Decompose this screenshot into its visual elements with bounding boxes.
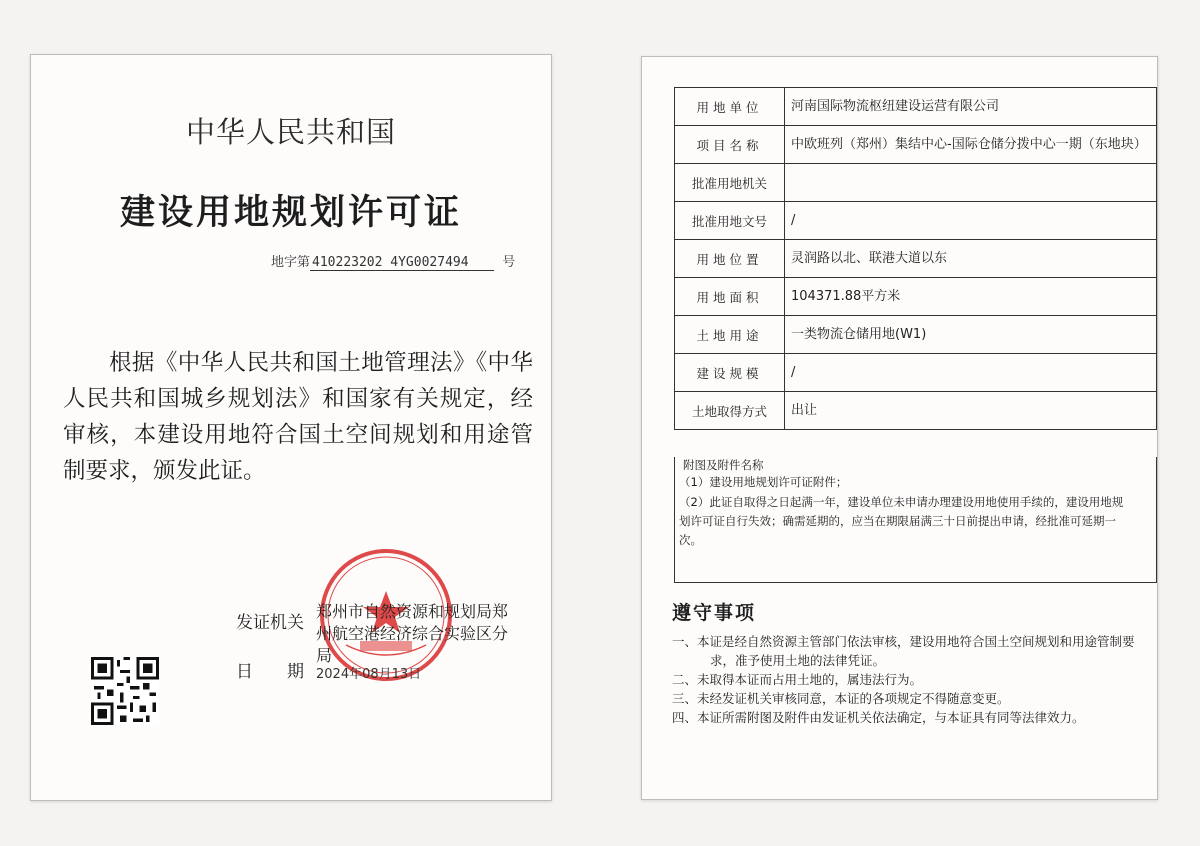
row-value — [785, 164, 1157, 202]
table-row — [675, 278, 1157, 316]
certificate-title: 建设用地规划许可证 — [119, 193, 462, 233]
issuer-name: 郑州市自然资源和规划局郑州航空港经济综合实验区分局 — [316, 602, 509, 665]
row-value: / — [785, 202, 1157, 240]
notice-item: 四、本证所需附图及附件由发证机关依法确定，与本证具有同等法律效力。 — [672, 710, 1085, 725]
certificate-front-page — [30, 54, 552, 801]
row-label: 用地位置 — [675, 240, 785, 278]
table-row — [675, 126, 1157, 164]
cert-number-value: 410223202 4YG0027494 — [310, 255, 494, 271]
cert-prefix: 地字第 — [271, 255, 311, 270]
certificate-number — [271, 251, 515, 271]
certificate-back-page — [641, 56, 1158, 800]
row-value: 104371.88平方米 — [785, 278, 1157, 316]
table-row — [675, 316, 1157, 354]
table-row — [675, 202, 1157, 240]
notice-item: 三、未经发证机关审核同意，本证的各项规定不得随意变更。 — [672, 691, 1010, 706]
row-label: 土地用途 — [675, 316, 785, 354]
table-row — [675, 392, 1157, 430]
annex-item: （1）建设用地规划许可证附件； — [679, 475, 848, 489]
row-value: 河南国际物流枢纽建设运营有限公司 — [785, 88, 1157, 126]
certificate-body-text: 根据《中华人民共和国土地管理法》《中华人民共和国城乡规划法》和国家有关规定，经审核，本建设用地符合国土空间规划和用途管制要求，颁发此证。 — [63, 350, 533, 484]
table-row — [675, 88, 1157, 126]
row-value: 灵润路以北、联港大道以东 — [785, 240, 1157, 278]
land-details-table — [674, 87, 1157, 430]
cert-suffix: 号 — [502, 255, 516, 270]
row-value: 中欧班列（郑州）集结中心-国际仓储分拨中心一期（东地块） — [785, 126, 1157, 164]
row-label: 用地单位 — [675, 88, 785, 126]
row-label: 项目名称 — [675, 126, 785, 164]
row-label: 批准用地文号 — [675, 202, 785, 240]
date-label: 日 期 — [236, 662, 304, 682]
country-name: 中华人民共和国 — [185, 115, 396, 149]
row-label: 建设规模 — [675, 354, 785, 392]
row-label: 土地取得方式 — [675, 392, 785, 430]
issue-date: 2024年08月13日 — [316, 667, 422, 682]
issuer-label: 发证机关 — [236, 613, 304, 633]
row-value: 一类物流仓储用地(W1) — [785, 316, 1157, 354]
notice-item: 一、本证是经自然资源主管部门依法审核，建设用地符合国土空间规划和用途管制要求，准予使用土地的法律凭证。 — [672, 634, 1135, 668]
row-label: 用地面积 — [675, 278, 785, 316]
annex-item: （2）此证自取得之日起满一年，建设单位未申请办理建设用地使用手续的，建设用地规划许可证自行失效；确需延期的，应当在期限届满三十日前提出申请，经批准可延期一次。 — [679, 495, 1124, 547]
annex-title: 附图及附件名称 — [683, 458, 764, 472]
notice-title: 遵守事项 — [672, 602, 757, 624]
table-row — [675, 240, 1157, 278]
row-value: 出让 — [785, 392, 1157, 430]
notice-item: 二、未取得本证而占用土地的，属违法行为。 — [672, 672, 923, 687]
table-row — [675, 164, 1157, 202]
qr-code-icon — [91, 657, 159, 725]
row-value: / — [785, 354, 1157, 392]
annex-box — [674, 457, 1157, 583]
table-row — [675, 354, 1157, 392]
row-label: 批准用地机关 — [675, 164, 785, 202]
